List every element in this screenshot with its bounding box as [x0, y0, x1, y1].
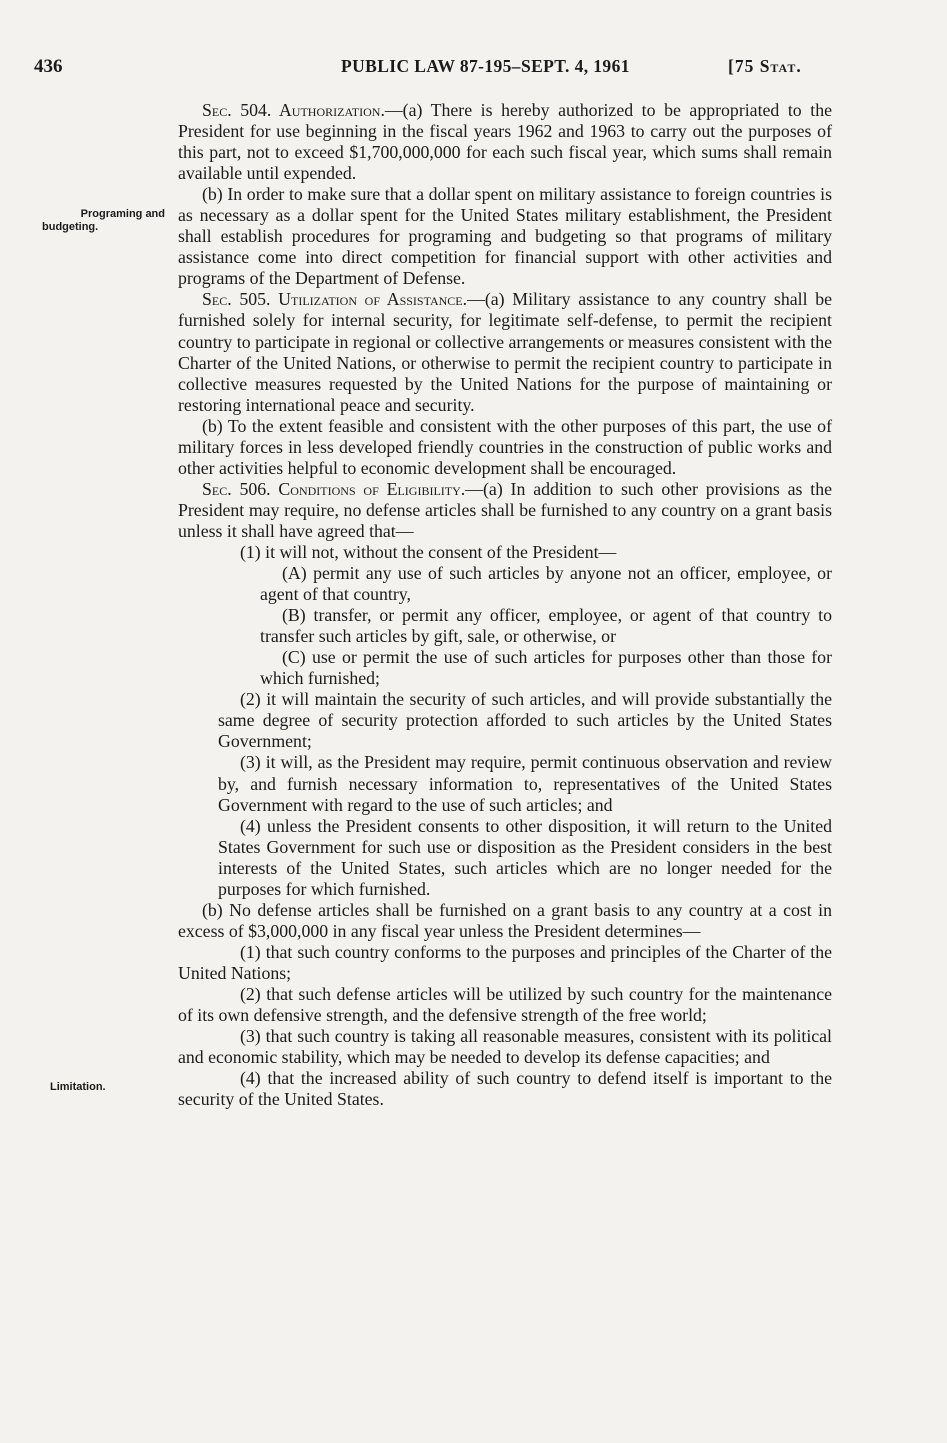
clause-a1-C: (C) use or permit the use of such articles for purposes other than those for which furnished;: [260, 647, 832, 689]
clause-b3: (3) that such country is taking all reasonable measures, consistent with its political and economic stability, which may be needed to develop its defense capacities; and: [178, 1026, 832, 1068]
margin-note-programing: [30, 208, 165, 234]
clause-b1: (1) that such country conforms to the purposes and principles of the Charter of the United Nations;: [178, 941, 832, 983]
section-heading: Sec. 506. Conditions of Eligibility.: [202, 478, 466, 499]
margin-note-line: budgeting.: [42, 221, 99, 233]
page-number: 436: [34, 56, 63, 77]
running-head: [34, 56, 839, 82]
clause-a1-B: (B) transfer, or permit any officer, employee, or agent of that country to transfer such articles by gift, sale, or otherwise, or: [260, 605, 832, 647]
law-title: PUBLIC LAW 87-195–SEPT. 4, 1961: [341, 56, 630, 76]
section-505-a: Sec. 505. Utilization of Assistance.—(a) Military assistance to any country shall be furnished solely for internal security, for legitimate self-defense, to permit the recipient country to participate in regional or collective arrangements or measures consistent with the Charter of the United Nations, or otherwise to permit the recipient country to participate in collective measures requested by the United Nations for the purpose of maintaining or restoring international peace and security.: [178, 289, 832, 415]
statute-reference: [75 Stat.: [728, 56, 802, 76]
clause-a2: (2) it will maintain the security of such articles, and will provide substantially the same degree of security protection afforded to such articles by the United States Government;: [218, 689, 832, 752]
margin-note-limitation: Limitation.: [50, 1081, 106, 1093]
section-505-b: (b) To the extent feasible and consistent with the other purposes of this part, the use of military forces in less developed friendly countries in the construction of public works and other activities helpful to economic development shall be encouraged.: [178, 415, 832, 478]
section-504-b: (b) In order to make sure that a dollar spent on military assistance to foreign countries is as necessary as a dollar spent for the United States military establishment, the President shall establish procedures for programing and budgeting so that programs of military assistance come into direct competition for financial support with other activities and programs of the Department of Defense.: [178, 184, 832, 289]
section-506-a: Sec. 506. Conditions of Eligibility.—(a) In addition to such other provisions as the President may require, no defense articles shall be furnished to any country on a grant basis unless it shall have agreed that—: [178, 478, 832, 541]
clause-b4: (4) that the increased ability of such country to defend itself is important to the security of the United States.: [178, 1068, 832, 1110]
clause-a3: (3) it will, as the President may require, permit continuous observation and review by, and furnish necessary information to, representatives of the United States Government with regard to the use of such articles; and: [218, 752, 832, 815]
margin-note-line: Programing and: [80, 208, 165, 220]
clause-b2: (2) that such defense articles will be utilized by such country for the maintenance of its own defensive strength, and the defensive strength of the free world;: [178, 983, 832, 1026]
clause-a1-A: (A) permit any use of such articles by anyone not an officer, employee, or agent of that country,: [260, 563, 832, 605]
section-heading: Sec. 505. Utilization of Assistance.: [202, 289, 468, 310]
section-504-a: Sec. 504. Authorization.—(a) There is hereby authorized to be appropriated to the President for use beginning in the fiscal years 1962 and 1963 to carry out the purposes of this part, not to exceed $1,700,000,000 for each such fiscal year, which sums shall remain available until expended.: [178, 100, 832, 184]
section-506-b: (b) No defense articles shall be furnished on a grant basis to any country at a cost in excess of $3,000,000 in any fiscal year unless the President determines—: [178, 899, 832, 941]
clause-a1: (1) it will not, without the consent of the President—: [240, 541, 617, 562]
body-text: [178, 100, 832, 1110]
clause-a4: (4) unless the President consents to other disposition, it will return to the United States Government for such use or disposition as the President considers in the best interests of the United States, such articles which are no longer needed for the purposes for which furnished.: [218, 815, 832, 899]
section-heading: Sec. 504. Authorization.: [202, 100, 385, 120]
